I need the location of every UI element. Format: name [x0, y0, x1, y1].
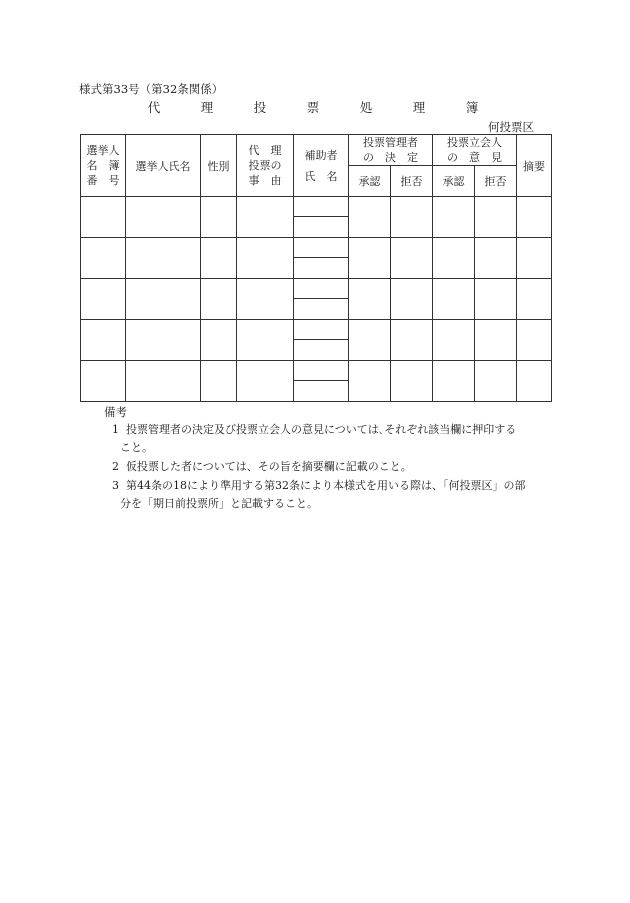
cell-voter-number[interactable] [81, 197, 126, 238]
note-item [112, 421, 552, 457]
note-text: 投票管理者の決定及び投票立会人の意見については､それぞれ該当欄に押印する [126, 423, 517, 436]
header-manager-approve: 承認 [349, 166, 391, 197]
cell-assistant-2[interactable] [294, 340, 349, 361]
note-number: 1 [112, 423, 119, 436]
district-label: 何投票区 [488, 120, 534, 134]
cell-witness-reject[interactable] [475, 361, 517, 402]
cell-voter-name[interactable] [126, 197, 201, 238]
cell-remarks[interactable] [517, 320, 552, 361]
header-voter-number: 選挙人 名 簿 番 号 [81, 135, 126, 197]
cell-assistant-1[interactable] [294, 238, 349, 258]
cell-witness-approve[interactable] [433, 197, 475, 238]
cell-voter-number[interactable] [81, 279, 126, 320]
cell-voter-number[interactable] [81, 361, 126, 402]
cell-manager-approve[interactable] [349, 197, 391, 238]
cell-witness-approve[interactable] [433, 279, 475, 320]
cell-remarks[interactable] [517, 197, 552, 238]
note-text: 第44条の18により準用する第32条により本様式を用いる際は、「何投票区」の部 [126, 479, 526, 492]
note-item [112, 458, 552, 476]
cell-assistant-2[interactable] [294, 381, 349, 402]
cell-assistant-2[interactable] [294, 217, 349, 238]
document-title: 代 理 投 票 処 理 簿 [147, 100, 493, 115]
cell-gender[interactable] [201, 320, 237, 361]
note-number: 2 [112, 460, 119, 473]
cell-manager-approve[interactable] [349, 361, 391, 402]
cell-gender[interactable] [201, 197, 237, 238]
header-manager-decision: 投票管理者 の 決 定 [349, 135, 433, 166]
cell-voter-name[interactable] [126, 279, 201, 320]
cell-witness-reject[interactable] [475, 279, 517, 320]
note-item [112, 477, 552, 513]
cell-gender[interactable] [201, 238, 237, 279]
table-row [81, 361, 552, 381]
cell-manager-reject[interactable] [391, 238, 433, 279]
cell-assistant-2[interactable] [294, 299, 349, 320]
header-witness-opinion: 投票立会人 の 意 見 [433, 135, 517, 166]
header-witness-approve: 承認 [433, 166, 475, 197]
note-text: 仮投票した者については、その旨を摘要欄に記載のこと。 [126, 460, 412, 473]
header-gender: 性別 [201, 135, 237, 197]
cell-witness-reject[interactable] [475, 238, 517, 279]
note-text-continued: 分を「期日前投票所」と記載すること。 [120, 497, 318, 510]
table-row [81, 238, 552, 258]
cell-reason[interactable] [237, 361, 294, 402]
cell-witness-approve[interactable] [433, 238, 475, 279]
cell-manager-approve[interactable] [349, 238, 391, 279]
cell-voter-number[interactable] [81, 238, 126, 279]
cell-assistant-1[interactable] [294, 279, 349, 299]
cell-gender[interactable] [201, 361, 237, 402]
header-assistant-name: 補助者 氏 名 [294, 135, 349, 197]
form-number: 様式第33号（第32条関係） [79, 82, 224, 96]
table-row [81, 197, 552, 217]
cell-reason[interactable] [237, 197, 294, 238]
cell-voter-name[interactable] [126, 320, 201, 361]
header-manager-reject: 拒否 [391, 166, 433, 197]
cell-manager-approve[interactable] [349, 279, 391, 320]
cell-assistant-1[interactable] [294, 320, 349, 340]
note-number: 3 [112, 479, 119, 492]
cell-reason[interactable] [237, 279, 294, 320]
cell-manager-reject[interactable] [391, 361, 433, 402]
cell-remarks[interactable] [517, 279, 552, 320]
cell-gender[interactable] [201, 279, 237, 320]
table-row [81, 320, 552, 340]
cell-reason[interactable] [237, 320, 294, 361]
cell-manager-reject[interactable] [391, 279, 433, 320]
notes-heading: 備考 [104, 405, 127, 419]
cell-witness-approve[interactable] [433, 320, 475, 361]
note-text-continued: こと。 [120, 441, 153, 454]
cell-witness-reject[interactable] [475, 197, 517, 238]
cell-voter-name[interactable] [126, 238, 201, 279]
cell-voter-number[interactable] [81, 320, 126, 361]
cell-voter-name[interactable] [126, 361, 201, 402]
cell-manager-approve[interactable] [349, 320, 391, 361]
proxy-vote-register-table [80, 134, 552, 402]
header-voter-name: 選挙人氏名 [126, 135, 201, 197]
cell-remarks[interactable] [517, 361, 552, 402]
header-proxy-reason: 代 理 投票の 事 由 [237, 135, 294, 197]
cell-manager-reject[interactable] [391, 320, 433, 361]
cell-manager-reject[interactable] [391, 197, 433, 238]
cell-witness-approve[interactable] [433, 361, 475, 402]
cell-assistant-1[interactable] [294, 197, 349, 217]
cell-reason[interactable] [237, 238, 294, 279]
header-remarks: 摘要 [517, 135, 552, 197]
table-row [81, 279, 552, 299]
cell-assistant-1[interactable] [294, 361, 349, 381]
cell-assistant-2[interactable] [294, 258, 349, 279]
cell-witness-reject[interactable] [475, 320, 517, 361]
cell-remarks[interactable] [517, 238, 552, 279]
header-witness-reject: 拒否 [475, 166, 517, 197]
